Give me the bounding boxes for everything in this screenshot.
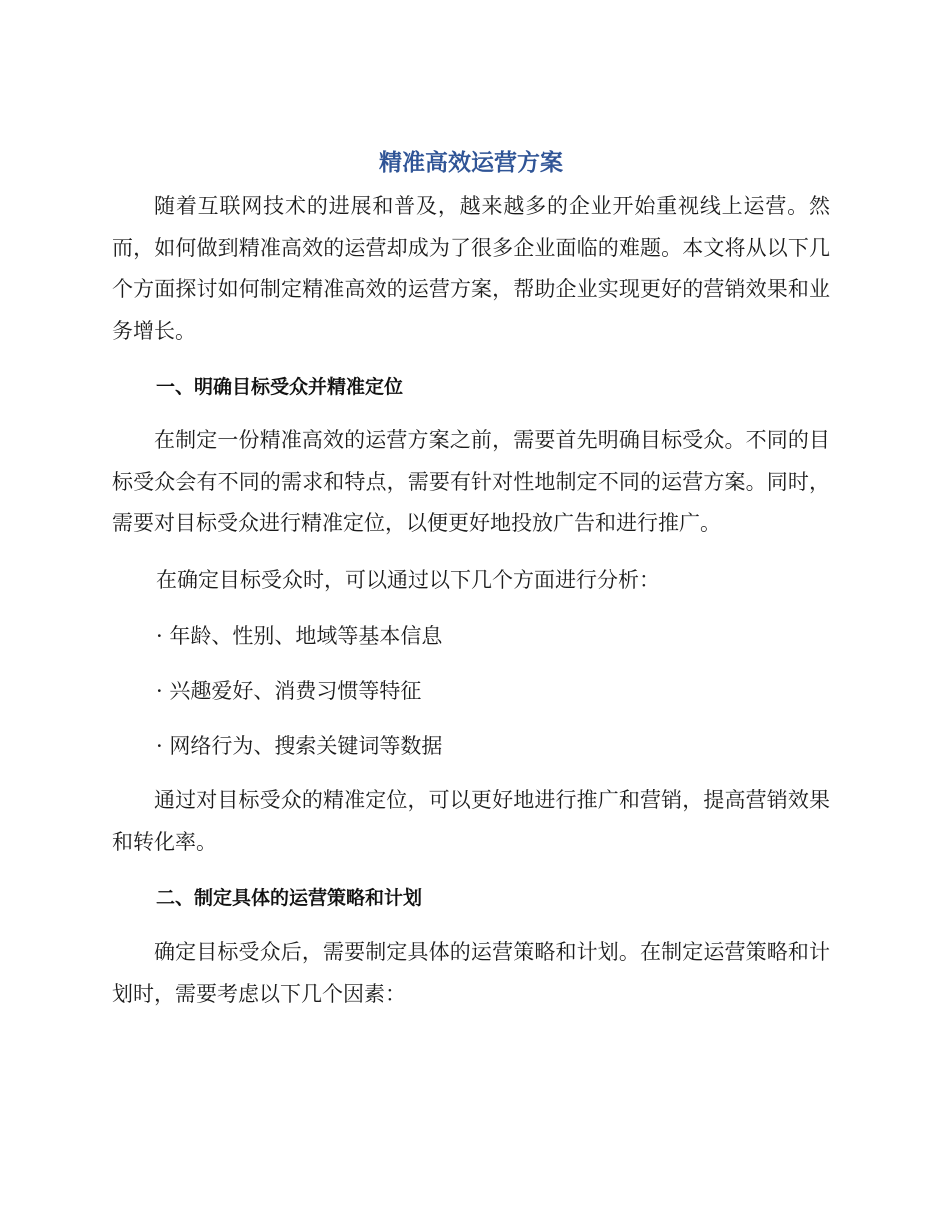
section-2-heading: 二、制定具体的运营策略和计划 — [156, 887, 423, 909]
bullet-item-3: · 网络行为、搜索关键词等数据 — [156, 734, 443, 758]
bullet-item-1: · 年龄、性别、地域等基本信息 — [156, 624, 443, 648]
section-1-heading: 一、明确目标受众并精准定位 — [156, 376, 404, 398]
document-title: 精准高效运营方案 — [379, 150, 563, 176]
bullet-item-2: · 兴趣爱好、消费习惯等特征 — [156, 679, 422, 703]
section-1-paragraph-2: 在确定目标受众时，可以通过以下几个方面进行分析： — [156, 568, 660, 592]
section-1-paragraph-1: 在制定一份精准高效的运营方案之前，需要首先明确目标受众。不同的目标受众会有不同的需求和特点，需要有针对性地制定不同的运营方案。同时，需要对目标受众进行精准定位，以便更好地投放广告和进行推广。 — [112, 428, 830, 535]
section-2-paragraph-1: 确定目标受众后，需要制定具体的运营策略和计划。在制定运营策略和计划时，需要考虑以下几个因素： — [112, 940, 830, 1006]
intro-paragraph: 随着互联网技术的进展和普及，越来越多的企业开始重视线上运营。然而，如何做到精准高效的运营却成为了很多企业面临的难题。本文将从以下几个方面探讨如何制定精准高效的运营方案，帮助企业实现更好的营销效果和业务增长。 — [112, 194, 830, 343]
section-1-paragraph-3: 通过对目标受众的精准定位，可以更好地进行推广和营销，提高营销效果和转化率。 — [112, 788, 830, 854]
